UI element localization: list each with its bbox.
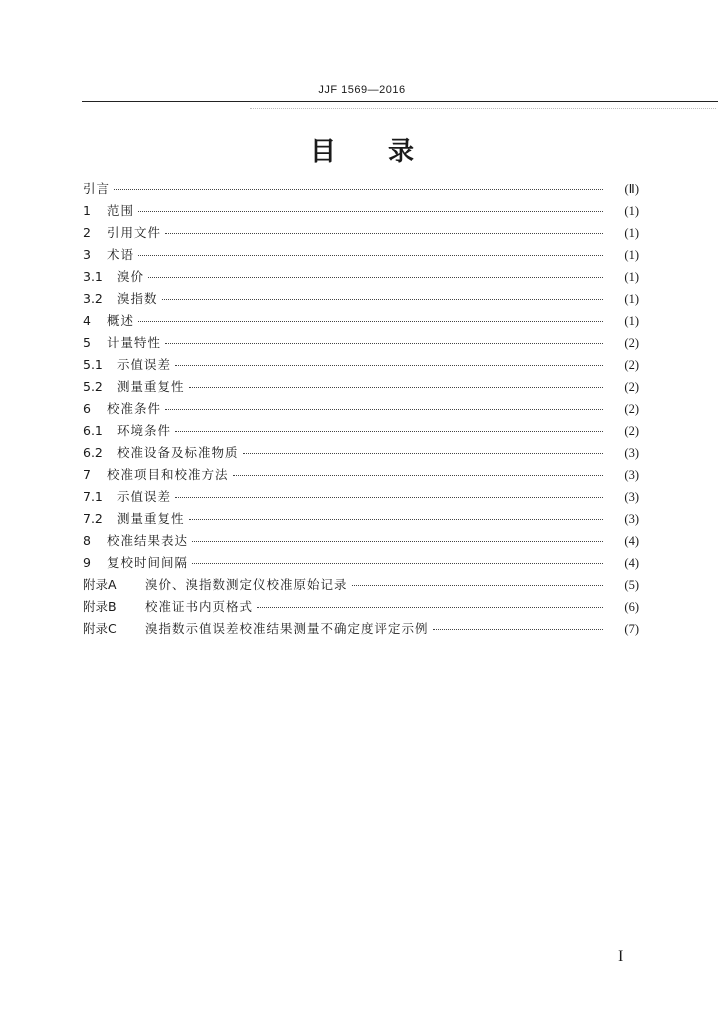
header-rule-faint [250,108,716,109]
toc-entry-number: 2 [83,225,91,240]
toc-entry-label: 测量重复性 [117,379,185,394]
toc-entry-page: (3) [624,468,639,482]
toc-dot-leader [165,409,603,410]
toc-dot-leader [233,475,603,476]
toc-entry-label: 溴指数示值误差校准结果测量不确定度评定示例 [145,621,429,636]
toc-entry-label: 示值误差 [117,357,172,372]
toc-entry-number: 5.1 [83,357,103,372]
toc-dot-leader [138,211,603,212]
toc-entry-label: 环境条件 [117,423,172,438]
toc-title-char-1: 目 [309,137,336,167]
toc-entry-label: 校准条件 [107,401,162,416]
toc-entry-number: 附录B [83,599,117,614]
toc-dot-leader [175,497,603,498]
toc-dot-leader [243,453,603,454]
toc-entry-number: 7.1 [83,489,103,504]
toc-entry-label: 术语 [107,247,135,262]
toc-entry-label: 复校时间间隔 [107,555,189,570]
toc-entry-number: 6.2 [83,445,103,460]
toc-entry-page: (1) [624,226,639,240]
toc-entry[interactable] [83,508,639,530]
toc-entry-label: 校准证书内页格式 [145,599,254,614]
toc-dot-leader [138,255,603,256]
toc-entry-number: 5.2 [83,379,103,394]
toc-entry-page: (6) [624,600,639,614]
toc-entry-number: 3 [83,247,91,262]
toc-entry-page: (1) [624,248,639,262]
toc-entry[interactable] [83,244,639,266]
toc-entry[interactable] [83,596,639,618]
toc-dot-leader [138,321,603,322]
document-code: JJF 1569—2016 [318,84,406,96]
toc-dot-leader [192,563,603,564]
toc-entry-page: (4) [624,556,639,570]
toc-entry-page: (1) [624,314,639,328]
toc-entry[interactable] [83,442,639,464]
toc-entry-label: 测量重复性 [117,511,185,526]
toc-dot-leader [175,431,603,432]
toc-dot-leader [162,299,603,300]
toc-entry[interactable] [83,530,639,552]
toc-title [0,131,724,168]
toc-dot-leader [175,365,603,366]
toc-entry-number: 7 [83,467,91,482]
toc-dot-leader [189,387,603,388]
toc-entry[interactable] [83,310,639,332]
toc-title-char-2: 录 [388,137,415,167]
toc-entry-page: (3) [624,490,639,504]
toc-entry-page: (2) [624,402,639,416]
toc-entry[interactable] [83,200,639,222]
toc-entry-page: (7) [624,622,639,636]
toc-entry-label: 计量特性 [107,335,162,350]
toc-entry-number: 4 [83,313,91,328]
toc-entry-page: (1) [624,292,639,306]
toc-entry-label: 范围 [107,203,135,218]
toc-entry-page: (3) [624,446,639,460]
toc-dot-leader [257,607,603,608]
toc-entry-number: 7.2 [83,511,103,526]
toc-entry-number: 附录C [83,621,117,636]
toc-entry[interactable] [83,354,639,376]
page-number: I [618,948,624,965]
toc-entry-page: (Ⅱ) [624,182,639,196]
toc-entry[interactable] [83,178,639,200]
toc-entry-label: 校准项目和校准方法 [107,467,229,482]
toc-entry-label: 引言 [83,181,111,196]
toc-entry[interactable] [83,618,639,640]
toc-entry-page: (4) [624,534,639,548]
toc-dot-leader [165,233,603,234]
toc-entry-label: 引用文件 [107,225,162,240]
toc-entry[interactable] [83,222,639,244]
toc-entry-page: (1) [624,270,639,284]
toc-entry-label: 溴指数 [117,291,158,306]
toc-entry-number: 9 [83,555,91,570]
toc-entry-page: (3) [624,512,639,526]
header-rule [82,101,718,102]
toc-entry-page: (2) [624,336,639,350]
toc-entry-label: 溴价 [117,269,145,284]
toc-dot-leader [114,189,603,190]
toc-entry-number: 8 [83,533,91,548]
toc-entry[interactable] [83,376,639,398]
toc-entry-number: 1 [83,203,91,218]
toc-entry-page: (1) [624,204,639,218]
toc-entry[interactable] [83,288,639,310]
toc-entry-label: 示值误差 [117,489,172,504]
toc-entry-number: 6.1 [83,423,103,438]
toc-entry[interactable] [83,398,639,420]
toc-entry-page: (2) [624,358,639,372]
toc-entry[interactable] [83,486,639,508]
toc-entry[interactable] [83,420,639,442]
toc-entry[interactable] [83,464,639,486]
toc-entry-number: 6 [83,401,91,416]
table-of-contents [83,178,639,640]
toc-entry-label: 概述 [107,313,135,328]
toc-entry-page: (2) [624,424,639,438]
toc-dot-leader [189,519,603,520]
toc-dot-leader [165,343,603,344]
toc-entry-number: 3.1 [83,269,103,284]
toc-entry-number: 3.2 [83,291,103,306]
toc-dot-leader [352,585,603,586]
toc-entry-page: (2) [624,380,639,394]
toc-entry-number: 5 [83,335,91,350]
toc-entry[interactable] [83,552,639,574]
toc-dot-leader [192,541,603,542]
toc-entry-label: 溴价、溴指数测定仪校准原始记录 [145,577,348,592]
toc-entry[interactable] [83,574,639,596]
toc-entry[interactable] [83,332,639,354]
toc-entry-label: 校准设备及标准物质 [117,445,239,460]
toc-dot-leader [433,629,603,630]
toc-entry[interactable] [83,266,639,288]
toc-entry-label: 校准结果表达 [107,533,189,548]
toc-entry-page: (5) [624,578,639,592]
toc-entry-number: 附录A [83,577,117,592]
toc-dot-leader [148,277,603,278]
